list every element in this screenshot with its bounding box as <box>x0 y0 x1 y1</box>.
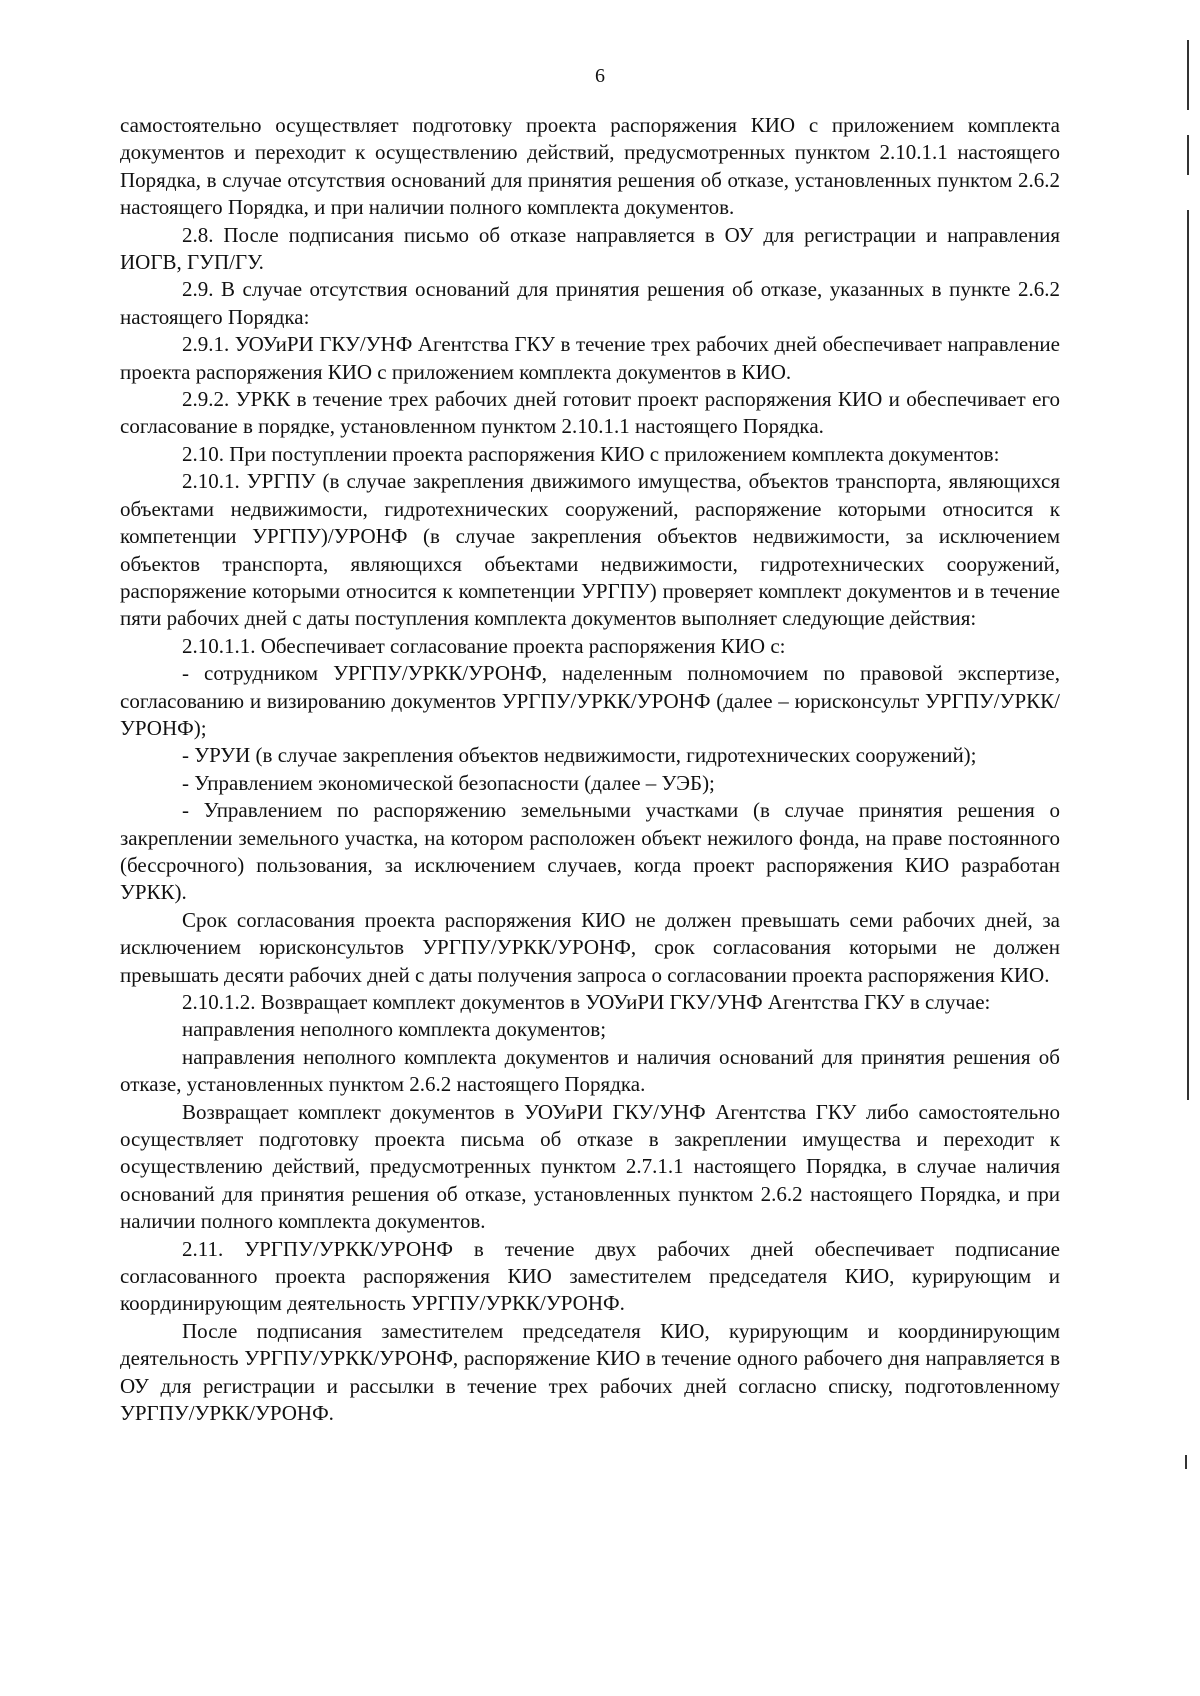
paragraph: Возвращает комплект документов в УОУиРИ ГКУ/УНФ Агентства ГКУ либо самостоятельно осуществляет подготовку проекта письма об отказе в закреплении имущества и переходит к осуществлению действий, предусмотренных пунктом 2.7.1.1 настоящего Порядка, в случае наличия оснований для принятия решения об отказе, установленных пунктом 2.6.2 настоящего Порядка, и при наличии полного комплекта документов. <box>120 1099 1060 1234</box>
paragraph: - Управлением по распоряжению земельными участками (в случае принятия решения о закреплении земельного участка, на котором расположен объект нежилого фонда, на праве постоянного (бессрочного) пользования, за исключением случаев, когда проект распоряжения КИО разработан УРКК). <box>120 798 1060 905</box>
scan-margin-line <box>1187 210 1189 1100</box>
paragraph: 2.10. При поступлении проекта распоряжения КИО с приложением комплекта документов: <box>182 441 1000 466</box>
paragraph: 2.10.1. УРГПУ (в случае закрепления движимого имущества, объектов транспорта, являющихся объектами недвижимости, гидротехнических сооружений, распоряжение которыми относится к компетенции УРГПУ)/УРОНФ (в случае закрепления объектов недвижимости, за исключением объектов транспорта, являющихся объектами недвижимости, гидротехнических сооружений, распоряжение которыми относится к компетенции УРГПУ) проверяет комплект документов и в течение пяти рабочих дней с даты поступления комплекта документов выполняет следующие действия: <box>120 469 1060 631</box>
scan-margin-line <box>1185 1455 1187 1469</box>
paragraph: 2.10.1.1. Обеспечивает согласование проекта распоряжения КИО с: <box>182 633 786 658</box>
paragraph: После подписания заместителем председателя КИО, курирующим и координирующим деятельность УРГПУ/УРКК/УРОНФ, распоряжение КИО в течение одного рабочего дня направляется в ОУ для регистрации и рассылки в течение трех рабочих дней согласно списку, подготовленному УРГПУ/УРКК/УРОНФ. <box>120 1318 1060 1426</box>
scan-margin-line <box>1187 135 1189 175</box>
paragraph: 2.10.1.2. Возвращает комплект документов в УОУиРИ ГКУ/УНФ Агентства ГКУ в случае: <box>182 990 991 1014</box>
paragraph: Срок согласования проекта распоряжения КИО не должен превышать семи рабочих дней, за исключением юрисконсультов УРГПУ/УРКК/УРОНФ, срок согласования которыми не должен превышать десяти рабочих дней с даты получения запроса о согласовании проекта распоряжения КИО. <box>120 907 1060 987</box>
paragraph: 2.9. В случае отсутствия оснований для принятия решения об отказе, указанных в пункте 2.6.2 настоящего Порядка: <box>120 277 1060 329</box>
document-body <box>120 112 1060 1428</box>
paragraph: направления неполного комплекта документов; <box>182 1017 607 1042</box>
paragraph: самостоятельно осуществляет подготовку проекта распоряжения КИО с приложением комплекта документов и переходит к осуществлению действий, предусмотренных пунктом 2.10.1.1 настоящего Порядка, в случае отсутствия оснований для принятия решения об отказе, установленных пунктом 2.6.2 настоящего Порядка, и при наличии полного комплекта документов. <box>120 113 1060 220</box>
paragraph: - сотрудником УРГПУ/УРКК/УРОНФ, наделенным полномочием по правовой экспертизе, согласованию и визированию документов УРГПУ/УРКК/УРОНФ (далее – юрисконсульт УРГПУ/УРКК/УРОНФ); <box>120 661 1060 740</box>
page-number: 6 <box>595 65 605 87</box>
paragraph: направления неполного комплекта документов и наличия оснований для принятия решения об отказе, установленных пунктом 2.6.2 настоящего Порядка. <box>120 1044 1060 1097</box>
paragraph: - Управлением экономической безопасности (далее – УЭБ); <box>182 770 715 795</box>
paragraph: 2.9.1. УОУиРИ ГКУ/УНФ Агентства ГКУ в течение трех рабочих дней обеспечивает направление проекта распоряжения КИО с приложением комплекта документов в КИО. <box>120 332 1060 384</box>
paragraph: 2.8. После подписания письмо об отказе направляется в ОУ для регистрации и направления ИОГВ, ГУП/ГУ. <box>120 222 1060 275</box>
paragraph: 2.9.2. УРКК в течение трех рабочих дней готовит проект распоряжения КИО и обеспечивает его согласование в порядке, установленном пунктом 2.10.1.1 настоящего Порядка. <box>120 387 1060 439</box>
paragraph: 2.11. УРГПУ/УРКК/УРОНФ в течение двух рабочих дней обеспечивает подписание согласованного проекта распоряжения КИО заместителем председателя КИО, курирующим и координирующим деятельность УРГПУ/УРКК/УРОНФ. <box>120 1236 1060 1316</box>
scan-margin-line <box>1187 40 1189 110</box>
paragraph: - УРУИ (в случае закрепления объектов недвижимости, гидротехнических сооружений); <box>182 743 977 768</box>
